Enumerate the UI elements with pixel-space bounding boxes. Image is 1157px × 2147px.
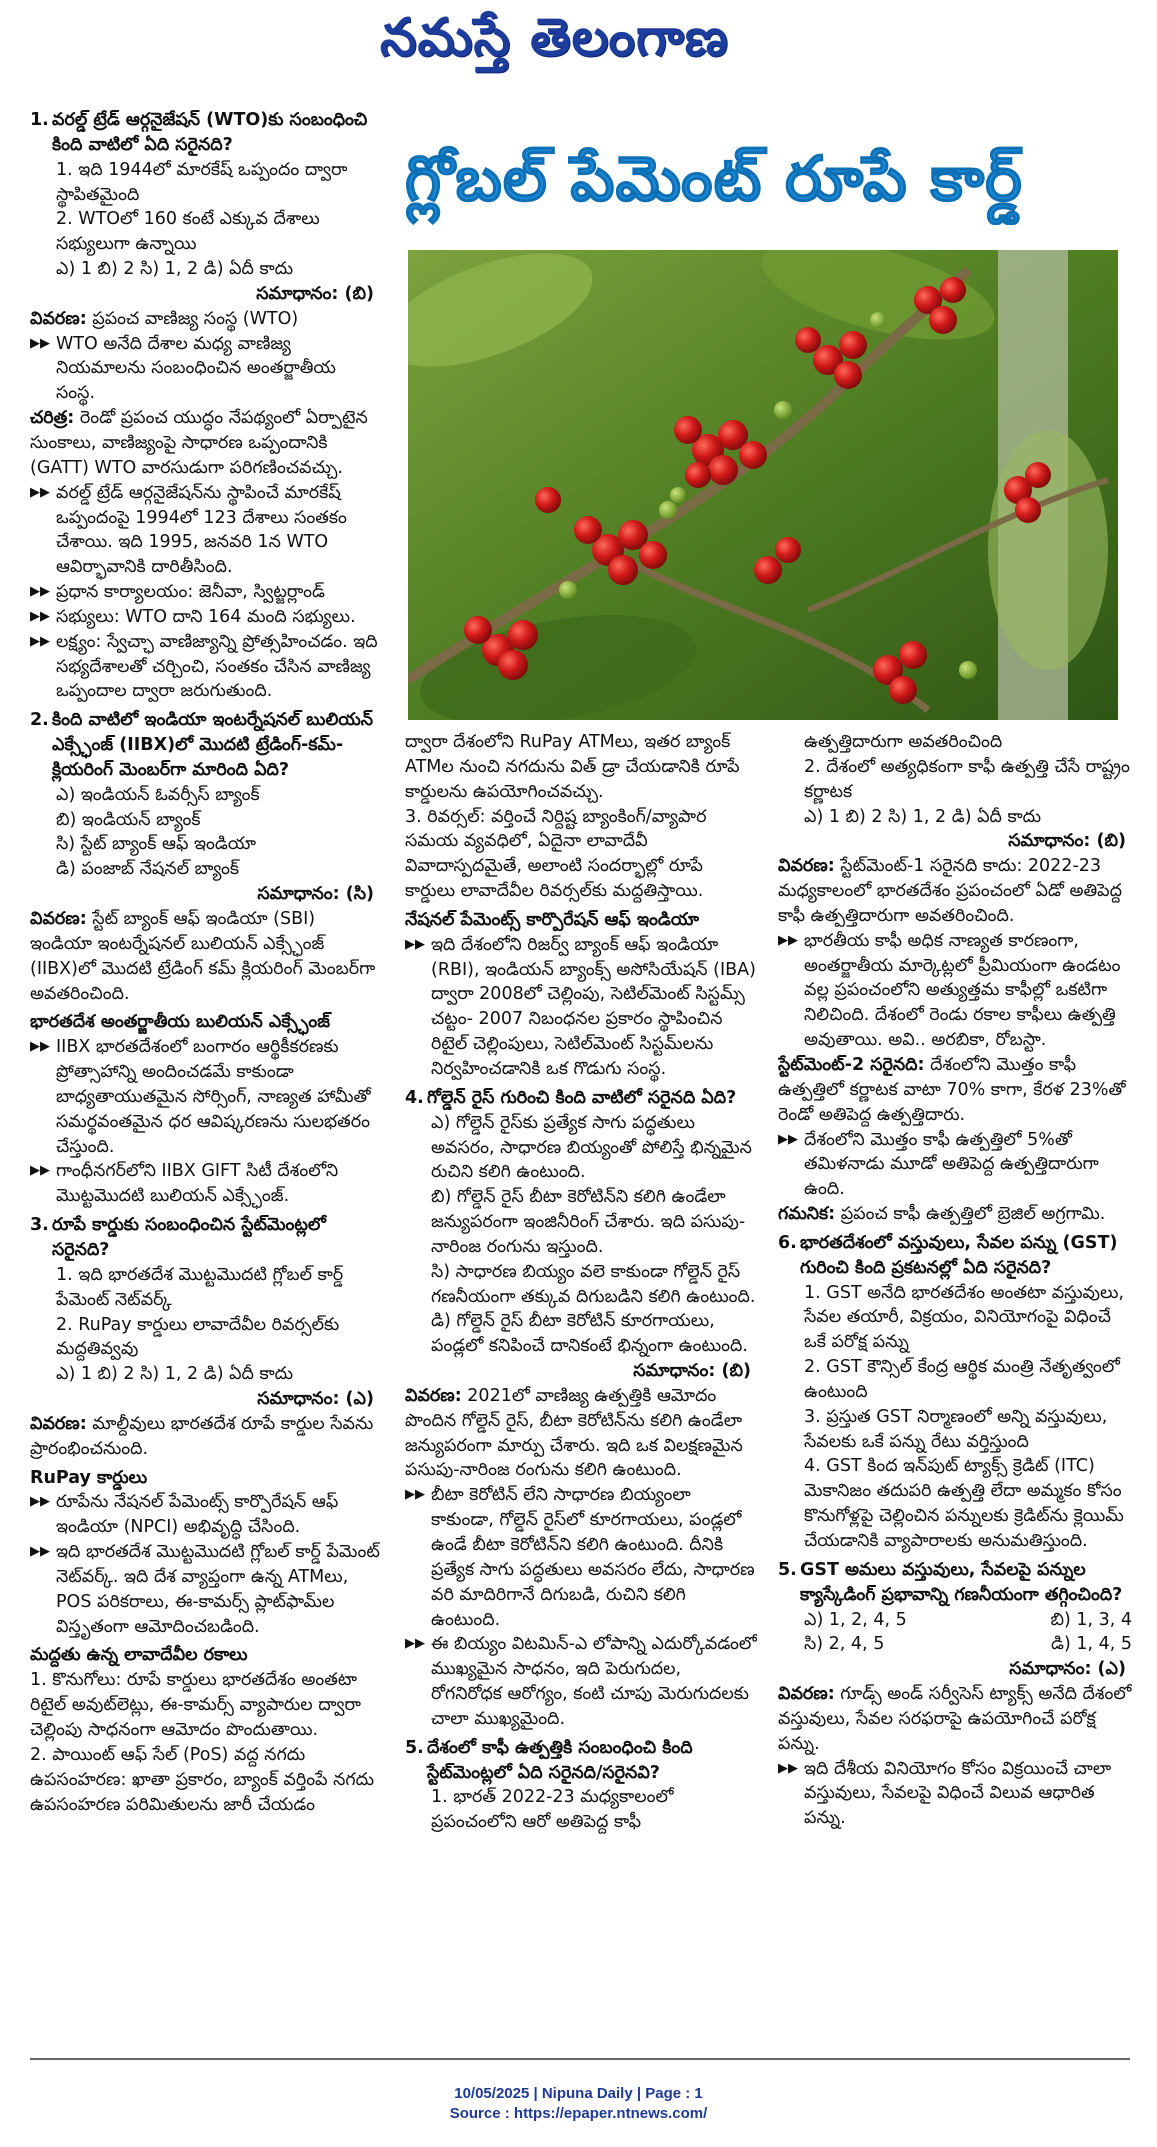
explanation <box>778 854 1132 929</box>
footer-date-line: 10/05/2025 | Nipuna Daily | Page : 1 <box>454 2085 703 2102</box>
options-row <box>778 1632 1132 1657</box>
bullet-icon: ▶▶ <box>778 932 798 948</box>
bullet-icon: ▶▶ <box>778 1760 798 1776</box>
paragraph: ద్వారా దేశంలోని RuPay ATMలు, ఇతర బ్యాంక్ ATMల నుంచి నగదును విత్ డ్రా చేయడానికి రూపే కార్డులను ఉపయోగించవచ్చు. <box>405 732 740 802</box>
bullet-icon: ▶▶ <box>30 1163 50 1179</box>
explanation-text: స్టేట్‌మెంట్-1 సరైనది కాదు: 2022-23 మధ్యకాలంలో భారతదేశం ప్రపంచంలో ఏడో అతిపెద్ద కాఫీ ఉత్పత్తిదారుగా అవతరించింది. <box>778 856 1122 926</box>
question-3 <box>30 1213 380 1263</box>
option: బి) గోల్డెన్ రైస్ బీటా కెరోటిన్‌ని కలిగి ఉండేలా జన్యుపరంగా ఇంజినీరింగ్ చేశారు. ఇది పసుపు-నారింజ రంగును ఇస్తుంది. <box>431 1187 746 1257</box>
option: డి) 1, 4, 5 <box>1051 1634 1132 1655</box>
note <box>778 1202 1132 1227</box>
options-row <box>778 1608 1132 1633</box>
explanation <box>30 307 380 332</box>
statement-text: GST అమలు వస్తువులు, సేవలపై పన్నుల క్యాస్కేడింగ్ ప్రభావాన్ని గణనీయంగా తగ్గించింది? <box>800 1559 1123 1605</box>
column-1 <box>30 104 380 2059</box>
numbered-item: 3. రివర్సల్: వర్తించే నిర్దిష్ట బ్యాంకింగ్/వ్యాపార సమయ వ్యవధిలో, ఏదైనా లావాదేవీ వివాదాస్పదమైతే, అలాంటి సందర్భాల్లో రూపే కార్డులు లావాదేవీల రివర్సల్‌కు మద్దతిస్తాయి. <box>405 806 707 902</box>
explanation-text: మాల్దీవులు భారతదేశ రూపే కార్డుల సేవను ప్రారంభించనుంది. <box>30 1413 374 1459</box>
explanation-label: వివరణ: <box>30 308 87 329</box>
option: ఎ) 1 బి) 2 సి) 1, 2 డి) ఏదీ కాదు <box>804 806 1042 827</box>
note-label: గమనిక: <box>778 1204 836 1225</box>
column-2 <box>405 730 757 2060</box>
bullet-icon: ▶▶ <box>30 608 50 624</box>
option: ఎ) గోల్డెన్ రైస్‌కు ప్రత్యేక సాగు పద్ధతులు అవసరం, సాధారణ బియ్యంతో పోలిస్తే భిన్నమైన రుచిని కలిగి ఉంటుంది. <box>431 1112 752 1183</box>
bullet-item <box>778 929 1132 1053</box>
bullet-icon: ▶▶ <box>405 936 425 952</box>
explanation-text: ప్రపంచ వాణిజ్య సంస్థ (WTO) <box>92 308 299 329</box>
answer: సమాధానం: (ఎ) <box>1009 1659 1126 1680</box>
bullet-item <box>30 630 380 705</box>
option: 1. ఇది 1944లో మారకేష్ ఒప్పందం ద్వారా స్థాపితమైంది <box>56 159 348 205</box>
option: డి) గోల్డెన్ రైస్ బీటా కెరోటిన్ కూరగాయలు, పండ్లలో కనిపించే దానికంటే భిన్నంగా ఉంటుంది. <box>431 1311 748 1357</box>
bullet-item <box>30 1540 380 1639</box>
subheading: మద్దతు ఉన్న లావాదేవీల రకాలు <box>30 1645 248 1666</box>
question-number: 2. <box>30 710 49 731</box>
question-number: 3. <box>30 1215 49 1236</box>
statement-text: దేశంలోని మొత్తం కాఫీ ఉత్పత్తిలో కర్ణాటక వాటా 70% కాగా, కేరళ 23%తో రెండో అతిపెద్ద ఉత్పత్తిదారు. <box>778 1054 1126 1125</box>
option: 1. GST అనేది భారతదేశం అంతటా వస్తువులు, సేవల తయారీ, విక్రయం, వినియోగంపై విధించే ఒకే పరోక్ష పన్ను <box>804 1282 1125 1353</box>
bullet-item <box>405 933 757 1082</box>
bullet-text: బీటా కెరోటిన్ లేని సాధారణ బియ్యంలా కాకుండా, గోల్డెన్ రైస్‌లో కూరగాయలు, పండ్లలో ఉండే బీటా కెరోటిన్‌ని కలిగి ఉంటుంది. దీనికి ప్రత్యేక సాగు పద్ధతులు అవసరం లేదు, సాధారణ వరి మాదిరిగానే దిగుబడి, రుచిని కలిగి ఉంటుంది. <box>431 1485 755 1630</box>
bullet-icon: ▶▶ <box>30 1494 50 1510</box>
subheading: నేషనల్ పేమెంట్స్ కార్పొరేషన్ ఆఫ్ ఇండియా <box>405 909 699 930</box>
bullet-icon: ▶▶ <box>405 1636 425 1652</box>
question-number: 1. <box>30 110 49 130</box>
numbered-item: 1. కొనుగోలు: రూపే కార్డులు భారతదేశం అంతటా రిటైల్ అవుట్‌లెట్లు, ఈ-కామర్స్ వ్యాపారుల ద్వారా చెల్లింపు సాధనంగా ఆమోదం పొందుతాయి. <box>30 1670 361 1740</box>
question-5 <box>405 1736 757 1786</box>
option: బి) ఇండియన్ బ్యాంక్ <box>56 809 201 830</box>
explanation-text: గూడ్స్ అండ్ సర్వీసెస్ ట్యాక్స్ అనేది దేశంలో వస్తువులు, సేవల సరఫరాపై ఉపయోగించే పరోక్ష పన్ను. <box>778 1684 1132 1754</box>
bullet-item <box>778 1757 1132 1832</box>
option: 2. WTOలో 160 కంటే ఎక్కువ దేశాలు సభ్యులుగా ఉన్నాయి <box>56 209 320 255</box>
bullet-text: దేశంలోని మొత్తం కాఫీ ఉత్పత్తిలో 5%తో తమిళనాడు మూడో అతిపెద్ద ఉత్పత్తిదారుగా ఉంది. <box>804 1129 1099 1200</box>
bullet-icon: ▶▶ <box>30 484 50 500</box>
question-2 <box>30 708 380 783</box>
bullet-text: భారతీయ కాఫీ అధిక నాణ్యత కారణంగా, అంతర్జాతీయ మార్కెట్లలో ప్రీమియంగా ఉండటం వల్ల ప్రపంచంలోని అత్యుత్తమ కాఫీల్లో ఒకటిగా నిలిచింది. దేశంలో రెండు రకాల కాఫీలు ఉత్పత్తి అవుతాయి. అవి.. అరబికా, రోబస్టా. <box>804 930 1121 1051</box>
bullet-icon: ▶▶ <box>778 1131 798 1147</box>
footer-divider <box>30 2058 1130 2060</box>
option: ఎ) 1 బి) 2 సి) 1, 2 డి) ఏదీ కాదు <box>56 1364 294 1385</box>
explanation-label: వివరణ: <box>405 1385 462 1406</box>
option: 1. ఇది భారతదేశ మొట్టమొదటి గ్లోబల్ కార్డ్ పేమెంట్ నెట్‌వర్క్ <box>56 1264 344 1310</box>
explanation-text: 2021లో వాణిజ్య ఉత్పత్తికి ఆమోదం పొందిన గోల్డెన్ రైస్, బీటా కెరోటిన్‌ను కలిగి ఉండేలా జన్యుపరంగా మార్పు చేశారు. ఇది ఒక విలక్షణమైన పసుపు-నారింజ రంగును కలిగి ఉంటుంది. <box>405 1385 743 1481</box>
option: 2. దేశంలో అత్యధికంగా కాఫీ ఉత్పత్తి చేసే రాష్ట్రం కర్ణాటక <box>804 756 1130 802</box>
question-text: వరల్డ్ ట్రేడ్ ఆర్గనైజేషన్ (WTO)కు సంబంధించి కింది వాటిలో ఏది సరైనది? <box>52 110 368 155</box>
bullet-text: వరల్డ్ ట్రేడ్ ఆర్గనైజేషన్‌ను స్థాపించే మారకేష్ ఒప్పందంపై 1994లో 123 దేశాలు సంతకం చేశాయి. ఇది 1995, జనవరి 1న WTO ఆవిర్భావానికి దారితీసింది. <box>56 482 347 578</box>
question-6 <box>778 1231 1132 1281</box>
option: ఎ) 1, 2, 4, 5 <box>804 1609 907 1630</box>
option: 4. GST కింద ఇన్‌పుట్ ట్యాక్స్ క్రెడిట్ (ITC) మెకానిజం తదుపరి ఉత్పత్తి లేదా అమ్మకం కోసం కొనుగోళ్లపై చెల్లించిన పన్నులకు క్రెడిట్‌ను క్లెయిమ్ చేయడానికి వ్యాపారాలకు అనుమతిస్తుంది. <box>804 1456 1124 1551</box>
bullet-item <box>30 481 380 580</box>
bullet-text: ప్రధాన కార్యాలయం: జెనీవా, స్విట్జర్లాండ్ <box>56 582 325 603</box>
subheading: భారతదేశ అంతర్జాతీయ బులియన్ ఎక్స్ఛేంజ్ <box>30 1012 331 1033</box>
numbered-item: 2. పాయింట్ ఆఫ్ సేల్ (PoS) వద్ద నగదు ఉపసంహరణ: ఖాతా ప్రకారం, బ్యాంక్ వర్తింపే నగదు ఉపసంహరణ పరిమితులను జారీ చేయడం <box>30 1744 375 1815</box>
explanation <box>778 1682 1132 1757</box>
bullet-item <box>30 1035 380 1159</box>
bullet-item <box>30 332 380 407</box>
statement-number: 5. <box>778 1559 797 1580</box>
option: 2. RuPay కార్డులు లావాదేవీల రివర్సల్‌కు మద్దతివ్వవు <box>56 1314 340 1360</box>
history-label: చరిత్ర: <box>30 408 75 429</box>
statement-paragraph <box>778 1053 1132 1128</box>
question-text: భారతదేశంలో వస్తువులు, సేవల పన్ను (GST) గురించి కింది ప్రకటనల్లో ఏది సరైనది? <box>800 1232 1118 1278</box>
bullet-item <box>30 580 380 605</box>
bullet-text: ఇది దేశీయ వినియోగం కోసం విక్రయించే చాలా వస్తువులు, సేవలపై విధించే విలువ ఆధారిత పన్ను. <box>804 1758 1112 1829</box>
option: 3. ప్రస్తుత GST నిర్మాణంలో అన్ని వస్తువులు, సేవలకు ఒకే పన్ను రేటు వర్తిస్తుంది <box>804 1406 1108 1452</box>
question-number: 4. <box>405 1087 424 1108</box>
bullet-text: గాంధీనగర్‌లోని IIBX GIFT సిటీ దేశంలోని మొట్టమొదటి బులియన్ ఎక్స్ఛేంజ్. <box>56 1161 339 1207</box>
note-text: ప్రపంచ కాఫీ ఉత్పత్తిలో బ్రెజిల్ అగ్రగామి. <box>840 1204 1106 1225</box>
question-number: 5. <box>405 1737 424 1758</box>
bullet-text: WTO అనేది దేశాల మధ్య వాణిజ్య నియమాలను సంబంధించిన అంతర్జాతీయ సంస్థ. <box>56 333 336 404</box>
footer <box>0 2084 1157 2125</box>
headline: గ్లోబల్ పేమెంట్ రూపే కార్డ్ <box>405 142 1023 215</box>
bullet-icon: ▶▶ <box>30 1039 50 1055</box>
bullet-text: ఈ బియ్యం విటమిన్-ఎ లోపాన్ని ఎదుర్కోవడంలో ముఖ్యమైన సాధనం, ఇది పెరుగుదల, రోగనిరోధక ఆరోగ్యం, కంటి చూపు మెరుగుదలకు చాలా ముఖ్యమైంది. <box>431 1634 757 1729</box>
bullet-item <box>30 1159 380 1209</box>
explanation-text: స్టేట్ బ్యాంక్ ఆఫ్ ఇండియా (SBI) ఇండియా ఇంటర్నేషనల్ బులియన్ ఎక్స్ఛేంజ్ (IIBX)లో మొదటి ట్రేడింగ్ కమ్ క్లియరింగ్ మెంబర్‌గా అవతరించింది. <box>30 909 376 1004</box>
explanation <box>405 1384 757 1483</box>
option: సి) స్టేట్ బ్యాంక్ ఆఫ్ ఇండియా <box>56 834 256 855</box>
statement-label: స్టేట్‌మెంట్-2 సరైనది: <box>778 1054 925 1075</box>
bullet-text: ఇది దేశంలోని రిజర్వ్ బ్యాంక్ ఆఫ్ ఇండియా (RBI), ఇండియన్ బ్యాంక్స్ అసోసియేషన్ (IBA) ద్వారా 2008లో చెల్లింపు, సెటిల్‌మెంట్ సిస్టమ్స్ చట్టం- 2007 నిబంధనల ప్రకారం స్థాపించిన రిటైల్ చెల్లింపులు, సెటిల్‌మెంట్ సిస్టమ్‌లను నిర్వహించడానికి ఒక గొడుగు సంస్థ. <box>431 934 756 1079</box>
statement-5 <box>778 1558 1132 1608</box>
bullet-item <box>30 1490 380 1540</box>
bullet-icon: ▶▶ <box>30 1544 50 1560</box>
question-text: కింది వాటిలో ఇండియా ఇంటర్నేషనల్ బులియన్ ఎక్స్ఛేంజ్ (IIBX)లో మొదటి ట్రేడింగ్-కమ్-క్లియరింగ్ మెంబర్‌గా మారింది ఏది? <box>52 710 374 780</box>
question-text: దేశంలో కాఫీ ఉత్పత్తికి సంబంధించి కింది స్టేట్‌మెంట్లలో ఏది సరైనది/సరైనవి? <box>427 1737 693 1783</box>
explanation <box>30 1412 380 1462</box>
explanation-label: వివరణ: <box>30 1413 87 1434</box>
bullet-icon: ▶▶ <box>30 335 50 351</box>
masthead-logo: నమస్తే తెలంగాణ <box>380 8 729 68</box>
explanation-label: వివరణ: <box>778 1684 835 1705</box>
option: 1. భారత్ 2022-23 మధ్యకాలంలో ప్రపంచంలోని ఆరో అతిపెద్ద కాఫీ <box>431 1787 674 1833</box>
option-continued: ఉత్పత్తిదారుగా అవతరించింది <box>804 732 1003 752</box>
question-number: 6. <box>778 1232 797 1253</box>
answer: సమాధానం: (బి) <box>633 1361 751 1382</box>
column-3 <box>778 730 1132 2060</box>
bullet-item <box>405 1483 757 1632</box>
bullet-text: సభ్యులు: WTO దాని 164 మంది సభ్యులు. <box>56 606 356 627</box>
option: బి) 1, 3, 4 <box>1050 1609 1132 1630</box>
option: ఎ) 1 బి) 2 సి) 1, 2 డి) ఏదీ కాదు <box>56 259 294 280</box>
coffee-berries-photo <box>408 250 1118 720</box>
footer-source-link[interactable]: Source : https://epaper.ntnews.com/ <box>449 2105 708 2123</box>
bullet-text: లక్ష్యం: స్వేచ్ఛా వాణిజ్యాన్ని ప్రోత్సహించడం. ఇది సభ్యదేశాలతో చర్చించి, సంతకం చేసిన వాణిజ్య ఒప్పందాల ద్వారా జరుగుతుంది. <box>56 631 378 702</box>
answer: సమాధానం: (సి) <box>257 884 374 905</box>
bullet-text: రూపేను నేషనల్ పేమెంట్స్ కార్పొరేషన్ ఆఫ్ ఇండియా (NPCI) అభివృద్ధి చేసింది. <box>56 1492 339 1538</box>
explanation-label: వివరణ: <box>778 856 835 877</box>
bullet-icon: ▶▶ <box>30 584 50 600</box>
option: డి) పంజాబ్ నేషనల్ బ్యాంక్ <box>56 859 240 880</box>
bullet-item <box>778 1128 1132 1203</box>
question-4 <box>405 1086 757 1111</box>
bullet-item <box>405 1632 757 1731</box>
bullet-text: IIBX భారతదేశంలో బంగారం ఆర్థికీకరణకు ప్రోత్సాహాన్ని అందించడమే కాకుండా బాధ్యతాయుతమైన సోర్సింగ్, నాణ్యత హామీతో సమర్థవంతమైన ధర ఆవిష్కరణను సులభతరం చేస్తుంది. <box>56 1037 371 1157</box>
bullet-text: ఇది భారతదేశ మొట్టమొదటి గ్లోబల్ కార్డ్ పేమెంట్ నెట్‌వర్క్. ఇది దేశ వ్యాప్తంగా ఉన్న ATMలు, POS పరికరాలు, ఈ-కామర్స్ ప్లాట్‌ఫామ్‌ల విస్తృతంగా ఆమోదించబడింది. <box>56 1542 380 1637</box>
option: సి) సాధారణ బియ్యం వలె కాకుండా గోల్డెన్ రైస్ గణనీయంగా తక్కువ దిగుబడిని కలిగి ఉంటుంది. <box>431 1261 756 1307</box>
answer: సమాధానం: (బి) <box>1008 831 1126 852</box>
question-text: గోల్డెన్ రైస్ గురించి కింది వాటిలో సరైనది ఏది? <box>427 1087 737 1108</box>
history-text: రెండో ప్రపంచ యుద్ధం నేపథ్యంలో ఏర్పాటైన సుంకాలు, వాణిజ్యంపై సాధారణ ఒప్పందానికి (GATT) WTO వారసుడుగా పరిగణించవచ్చు. <box>30 408 368 478</box>
answer: సమాధానం: (ఎ) <box>257 1389 374 1410</box>
bullet-icon: ▶▶ <box>30 633 50 649</box>
bullet-item <box>30 605 380 630</box>
history-paragraph <box>30 406 380 481</box>
explanation-label: వివరణ: <box>30 909 87 929</box>
bullet-icon: ▶▶ <box>405 1487 425 1503</box>
question-text: రూపే కార్డుకు సంబంధించిన స్టేట్‌మెంట్లలో సరైనది? <box>52 1215 326 1260</box>
subheading: RuPay కార్డులు <box>30 1467 148 1488</box>
option: ఎ) ఇండియన్ ఓవర్సీస్ బ్యాంక్ <box>56 784 260 805</box>
answer: సమాధానం: (బి) <box>256 283 374 304</box>
option: 2. GST కౌన్సిల్ కేంద్ర ఆర్థిక మంత్రి నేతృత్వంలో ఉంటుంది <box>804 1357 1120 1402</box>
question-1 <box>30 108 380 158</box>
option: సి) 2, 4, 5 <box>804 1634 885 1655</box>
explanation <box>30 907 380 1006</box>
